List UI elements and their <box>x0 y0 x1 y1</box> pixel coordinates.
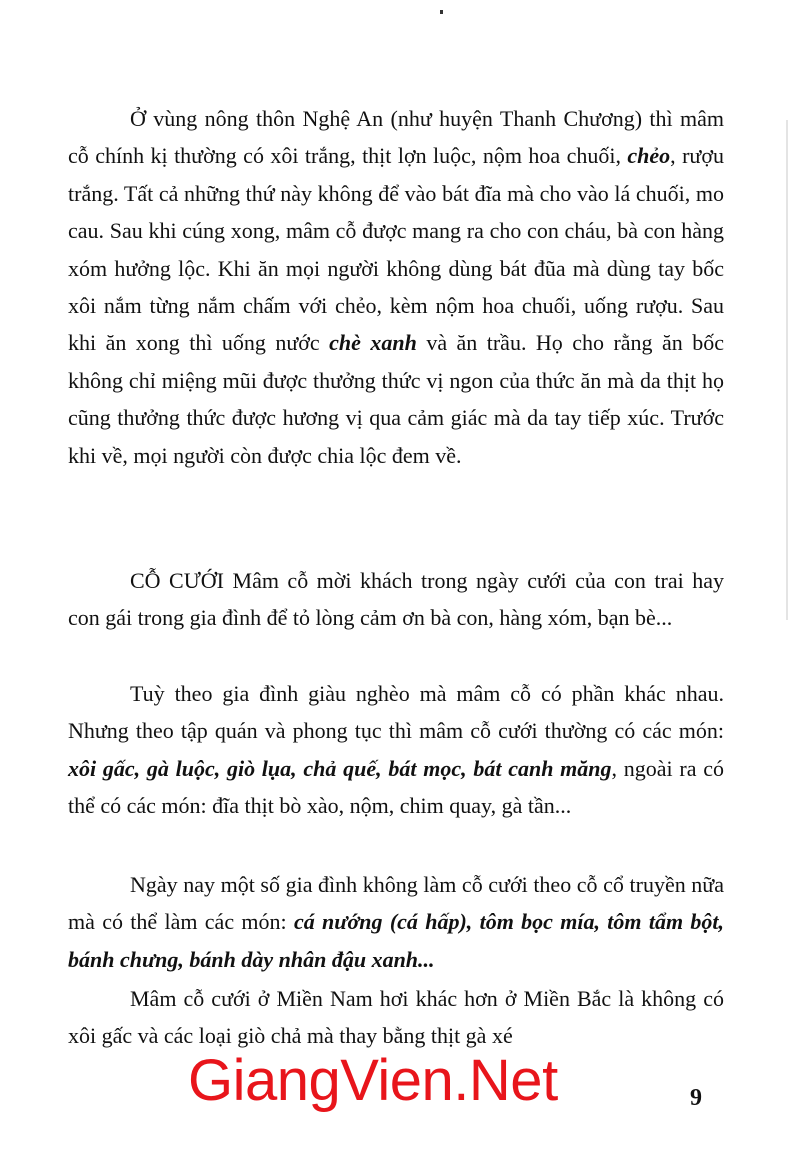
section-heading-co-cuoi: CỖ CƯỚI <box>130 568 225 593</box>
emphasis-wedding-dishes: xôi gấc, gà luộc, giò lụa, chả quế, bát mọc, bát canh măng <box>68 755 612 781</box>
paragraph-southern-wedding-feast <box>68 980 724 1055</box>
emphasis-che-xanh: chè xanh <box>329 330 417 356</box>
text-span: Ở vùng nông thôn Nghệ An (như huyện Thanh Chương) thì mâm cỗ chính kị thường có xôi trắng, thịt lợn luộc, nộm hoa chuối, <box>68 106 724 169</box>
text-span: , rượu trắng. Tất cả những thứ này không để vào bát đĩa mà cho vào lá chuối, mo cau. Sau khi cúng xong, mâm cỗ được mang ra cho con cháu, bà con hàng xóm hưởng lộc. Khi ăn mọi người không dùng bát đũa mà dùng tay bốc xôi nắm từng nắm chấm với chẻo, kèm nộm hoa chuối, uống rượu. Sau khi ăn xong thì uống nước <box>68 143 724 356</box>
scan-speck <box>440 10 443 14</box>
scan-edge-shadow <box>786 120 788 620</box>
paragraph-modern-wedding-dishes <box>68 866 724 978</box>
text-span: Mâm cỗ mời khách trong ngày cưới của con trai hay con gái trong gia đình để tỏ lòng cảm ơn bà con, hàng xóm, bạn bè... <box>68 568 724 631</box>
paragraph-wedding-dishes <box>68 675 724 825</box>
text-span: Tuỳ theo gia đình giàu nghèo mà mâm cỗ có phần khác nhau. Nhưng theo tập quán và phong tục thì mâm cỗ cưới thường có các món: <box>68 681 724 744</box>
paragraph-wedding-feast-intro <box>68 562 724 637</box>
emphasis-modern-dishes: cá nướng (cá hấp), tôm bọc mía, tôm tẩm bột, bánh chưng, bánh dày nhân đậu xanh... <box>68 909 724 972</box>
paragraph-ancestor-feast-nghe-an <box>68 100 724 474</box>
watermark-giangvien: GiangVien.Net <box>188 1048 558 1113</box>
page-number: 9 <box>690 1085 702 1111</box>
text-span: Mâm cỗ cưới ở Miền Nam hơi khác hơn ở Miền Bắc là không có xôi gấc và các loại giò chả mà thay bằng thịt gà xé <box>68 986 724 1049</box>
emphasis-cheo: chẻo <box>627 143 671 169</box>
text-span: Ngày nay một số gia đình không làm cỗ cưới theo cỗ cổ truyền nữa mà có thể làm các món: <box>68 872 724 935</box>
text-span: , ngoài ra có thể có các món: đĩa thịt bò xào, nộm, chim quay, gà tần... <box>68 755 725 819</box>
text-span: và ăn trầu. Họ cho rằng ăn bốc không chỉ miệng mũi được thưởng thức vị ngon của thức ăn mà da thịt họ cũng thưởng thức được hương vị qua cảm giác mà da tay tiếp xúc. Trước khi về, mọi người còn được chia lộc đem về. <box>68 330 724 468</box>
